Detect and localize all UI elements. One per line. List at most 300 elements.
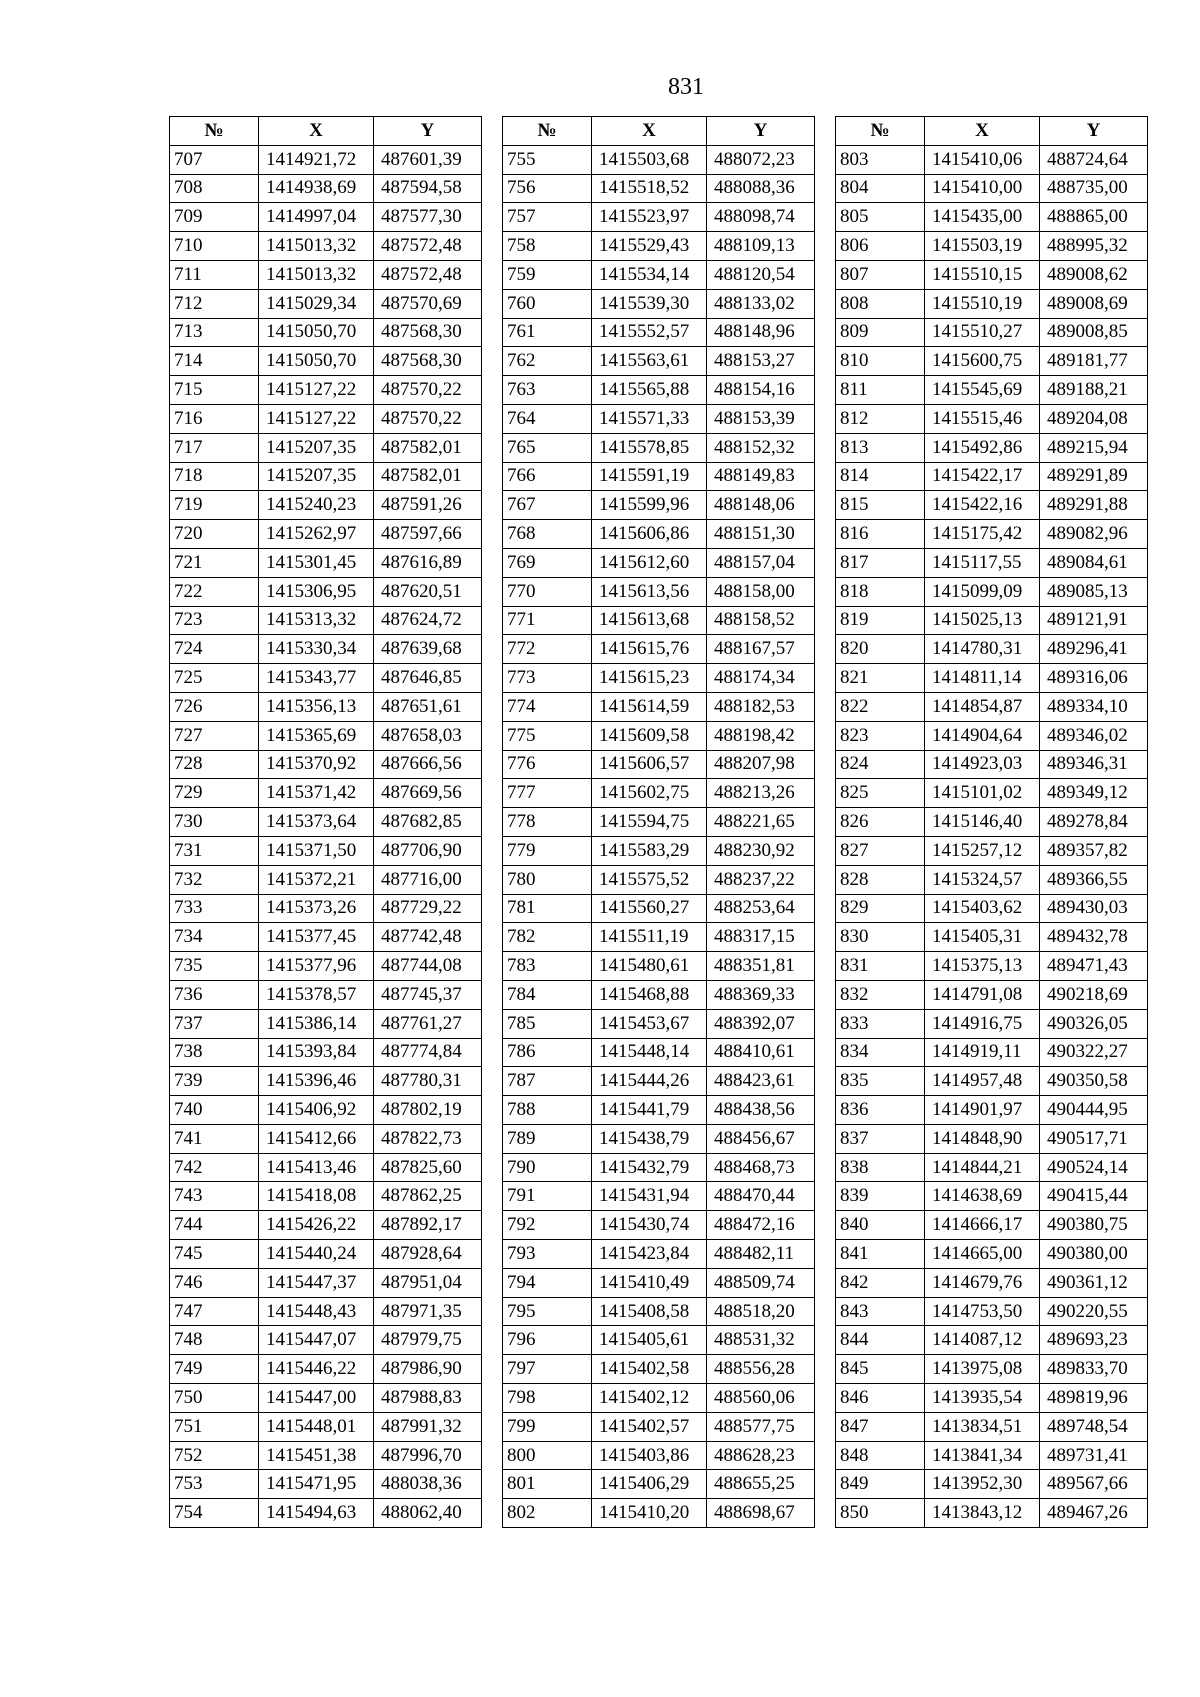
- cell-number: 811: [836, 376, 925, 405]
- cell-x: 1415306,95: [259, 577, 374, 606]
- cell-y: 487568,30: [374, 318, 482, 347]
- cell-number: 848: [836, 1441, 925, 1470]
- table-row: [836, 1384, 1148, 1413]
- cell-x: 1415313,32: [259, 606, 374, 635]
- cell-number: 766: [503, 462, 592, 491]
- cell-number: 771: [503, 606, 592, 635]
- table-row: [170, 894, 482, 923]
- cell-y: 490380,00: [1040, 1240, 1148, 1269]
- cell-number: 788: [503, 1096, 592, 1125]
- cell-y: 488655,25: [707, 1470, 815, 1499]
- cell-x: 1414811,14: [925, 664, 1040, 693]
- cell-x: 1415373,26: [259, 894, 374, 923]
- cell-x: 1415438,79: [592, 1124, 707, 1153]
- cell-y: 487572,48: [374, 260, 482, 289]
- cell-number: 786: [503, 1038, 592, 1067]
- table-row: [503, 750, 815, 779]
- cell-y: 489215,94: [1040, 433, 1148, 462]
- cell-number: 749: [170, 1355, 259, 1384]
- cell-number: 717: [170, 433, 259, 462]
- cell-number: 803: [836, 145, 925, 174]
- cell-y: 489357,82: [1040, 836, 1148, 865]
- cell-number: 780: [503, 865, 592, 894]
- cell-x: 1415412,66: [259, 1124, 374, 1153]
- table-row: [170, 836, 482, 865]
- cell-x: 1413975,08: [925, 1355, 1040, 1384]
- cell-x: 1415262,97: [259, 520, 374, 549]
- cell-number: 722: [170, 577, 259, 606]
- table-row: [503, 865, 815, 894]
- cell-x: 1415503,68: [592, 145, 707, 174]
- table-row: [836, 260, 1148, 289]
- cell-y: 489334,10: [1040, 692, 1148, 721]
- cell-number: 740: [170, 1096, 259, 1125]
- table-row: [170, 635, 482, 664]
- cell-y: 490517,71: [1040, 1124, 1148, 1153]
- cell-number: 792: [503, 1211, 592, 1240]
- cell-number: 821: [836, 664, 925, 693]
- table-row: [170, 1096, 482, 1125]
- header-x: X: [259, 117, 374, 146]
- cell-y: 487568,30: [374, 347, 482, 376]
- header-y: Y: [374, 117, 482, 146]
- cell-y: 488560,06: [707, 1384, 815, 1413]
- cell-y: 487646,85: [374, 664, 482, 693]
- cell-y: 488148,96: [707, 318, 815, 347]
- table-row: [503, 606, 815, 635]
- cell-x: 1415372,21: [259, 865, 374, 894]
- table-row: [503, 548, 815, 577]
- cell-x: 1415422,16: [925, 491, 1040, 520]
- cell-x: 1415511,19: [592, 923, 707, 952]
- cell-y: 487742,48: [374, 923, 482, 952]
- table-row: [170, 923, 482, 952]
- cell-number: 724: [170, 635, 259, 664]
- cell-x: 1413841,34: [925, 1441, 1040, 1470]
- cell-x: 1415050,70: [259, 318, 374, 347]
- table-row: [170, 1009, 482, 1038]
- cell-number: 712: [170, 289, 259, 318]
- table-row: [836, 376, 1148, 405]
- cell-y: 489471,43: [1040, 952, 1148, 981]
- cell-x: 1414997,04: [259, 203, 374, 232]
- cell-x: 1415552,57: [592, 318, 707, 347]
- cell-x: 1414938,69: [259, 174, 374, 203]
- cell-number: 819: [836, 606, 925, 635]
- cell-x: 1415435,00: [925, 203, 1040, 232]
- cell-y: 488230,92: [707, 836, 815, 865]
- cell-y: 487822,73: [374, 1124, 482, 1153]
- header-x: X: [592, 117, 707, 146]
- cell-x: 1413843,12: [925, 1499, 1040, 1528]
- table-row: [170, 1124, 482, 1153]
- table-row: [836, 808, 1148, 837]
- cell-y: 488253,64: [707, 894, 815, 923]
- cell-number: 720: [170, 520, 259, 549]
- cell-y: 488109,13: [707, 232, 815, 261]
- cell-number: 836: [836, 1096, 925, 1125]
- cell-y: 490444,95: [1040, 1096, 1148, 1125]
- cell-x: 1414665,00: [925, 1240, 1040, 1269]
- cell-x: 1415375,13: [925, 952, 1040, 981]
- cell-x: 1415613,56: [592, 577, 707, 606]
- cell-x: 1415441,79: [592, 1096, 707, 1125]
- cell-x: 1414957,48: [925, 1067, 1040, 1096]
- cell-x: 1415523,97: [592, 203, 707, 232]
- cell-y: 487971,35: [374, 1297, 482, 1326]
- cell-number: 835: [836, 1067, 925, 1096]
- cell-x: 1415583,29: [592, 836, 707, 865]
- table-row: [503, 664, 815, 693]
- cell-y: 488154,16: [707, 376, 815, 405]
- table-row: [503, 692, 815, 721]
- table-row: [836, 980, 1148, 1009]
- cell-y: 488072,23: [707, 145, 815, 174]
- cell-number: 826: [836, 808, 925, 837]
- cell-y: 488158,52: [707, 606, 815, 635]
- cell-x: 1415418,08: [259, 1182, 374, 1211]
- cell-number: 784: [503, 980, 592, 1009]
- table-header: [503, 117, 815, 146]
- cell-y: 487761,27: [374, 1009, 482, 1038]
- cell-number: 738: [170, 1038, 259, 1067]
- table-row: [836, 779, 1148, 808]
- cell-y: 487802,19: [374, 1096, 482, 1125]
- cell-number: 770: [503, 577, 592, 606]
- cell-x: 1413834,51: [925, 1412, 1040, 1441]
- cell-number: 709: [170, 203, 259, 232]
- cell-number: 758: [503, 232, 592, 261]
- cell-y: 490218,69: [1040, 980, 1148, 1009]
- cell-x: 1415480,61: [592, 952, 707, 981]
- cell-y: 488482,11: [707, 1240, 815, 1269]
- cell-x: 1415410,49: [592, 1268, 707, 1297]
- table-row: [170, 1499, 482, 1528]
- cell-number: 713: [170, 318, 259, 347]
- cell-x: 1415534,14: [592, 260, 707, 289]
- header-number: №: [170, 117, 259, 146]
- cell-number: 837: [836, 1124, 925, 1153]
- table-row: [170, 174, 482, 203]
- table-row: [170, 808, 482, 837]
- table-row: [170, 260, 482, 289]
- table-row: [836, 750, 1148, 779]
- table-row: [170, 376, 482, 405]
- table-row: [170, 145, 482, 174]
- cell-y: 487669,56: [374, 779, 482, 808]
- cell-number: 805: [836, 203, 925, 232]
- cell-y: 487620,51: [374, 577, 482, 606]
- cell-y: 488133,02: [707, 289, 815, 318]
- cell-x: 1414848,90: [925, 1124, 1040, 1153]
- page-number: 831: [668, 74, 704, 100]
- cell-y: 488509,74: [707, 1268, 815, 1297]
- cell-y: 489008,85: [1040, 318, 1148, 347]
- cell-x: 1415013,32: [259, 260, 374, 289]
- cell-y: 488038,36: [374, 1470, 482, 1499]
- cell-x: 1415448,14: [592, 1038, 707, 1067]
- cell-y: 487570,22: [374, 404, 482, 433]
- cell-number: 753: [170, 1470, 259, 1499]
- cell-number: 742: [170, 1153, 259, 1182]
- cell-number: 736: [170, 980, 259, 1009]
- cell-y: 490326,05: [1040, 1009, 1148, 1038]
- cell-y: 488423,61: [707, 1067, 815, 1096]
- cell-y: 490524,14: [1040, 1153, 1148, 1182]
- table-row: [503, 318, 815, 347]
- cell-number: 797: [503, 1355, 592, 1384]
- table-row: [503, 779, 815, 808]
- table-row: [836, 664, 1148, 693]
- cell-y: 487682,85: [374, 808, 482, 837]
- cell-number: 768: [503, 520, 592, 549]
- cell-number: 778: [503, 808, 592, 837]
- cell-y: 487716,00: [374, 865, 482, 894]
- table-row: [836, 145, 1148, 174]
- table-row: [836, 692, 1148, 721]
- table-row: [836, 721, 1148, 750]
- table-row: [503, 1384, 815, 1413]
- cell-x: 1415029,34: [259, 289, 374, 318]
- cell-x: 1415510,15: [925, 260, 1040, 289]
- cell-y: 487729,22: [374, 894, 482, 923]
- cell-number: 849: [836, 1470, 925, 1499]
- cell-number: 750: [170, 1384, 259, 1413]
- table-row: [170, 347, 482, 376]
- cell-x: 1415406,29: [592, 1470, 707, 1499]
- cell-y: 487616,89: [374, 548, 482, 577]
- cell-y: 487892,17: [374, 1211, 482, 1240]
- cell-number: 728: [170, 750, 259, 779]
- cell-number: 804: [836, 174, 925, 203]
- table-row: [503, 980, 815, 1009]
- table-row: [170, 232, 482, 261]
- cell-x: 1415373,64: [259, 808, 374, 837]
- cell-y: 489291,89: [1040, 462, 1148, 491]
- cell-number: 834: [836, 1038, 925, 1067]
- cell-y: 488207,98: [707, 750, 815, 779]
- cell-x: 1415396,46: [259, 1067, 374, 1096]
- cell-y: 489084,61: [1040, 548, 1148, 577]
- cell-y: 487651,61: [374, 692, 482, 721]
- cell-y: 488392,07: [707, 1009, 815, 1038]
- cell-x: 1415529,43: [592, 232, 707, 261]
- table-row: [503, 894, 815, 923]
- cell-x: 1415515,46: [925, 404, 1040, 433]
- table-row: [503, 347, 815, 376]
- table-row: [836, 1211, 1148, 1240]
- cell-y: 490220,55: [1040, 1297, 1148, 1326]
- cell-y: 487594,58: [374, 174, 482, 203]
- header-x: X: [925, 117, 1040, 146]
- cell-y: 489181,77: [1040, 347, 1148, 376]
- table-row: [503, 1412, 815, 1441]
- cell-number: 812: [836, 404, 925, 433]
- cell-y: 489296,41: [1040, 635, 1148, 664]
- cell-number: 727: [170, 721, 259, 750]
- cell-x: 1415510,19: [925, 289, 1040, 318]
- cell-number: 755: [503, 145, 592, 174]
- cell-x: 1415146,40: [925, 808, 1040, 837]
- cell-number: 739: [170, 1067, 259, 1096]
- cell-y: 489833,70: [1040, 1355, 1148, 1384]
- table-row: [170, 750, 482, 779]
- cell-y: 488995,32: [1040, 232, 1148, 261]
- table-row: [836, 1297, 1148, 1326]
- table-row: [836, 433, 1148, 462]
- cell-x: 1414791,08: [925, 980, 1040, 1009]
- cell-number: 773: [503, 664, 592, 693]
- table-row: [836, 577, 1148, 606]
- cell-y: 489291,88: [1040, 491, 1148, 520]
- table-row: [836, 894, 1148, 923]
- table-row: [170, 289, 482, 318]
- cell-x: 1415371,42: [259, 779, 374, 808]
- cell-number: 789: [503, 1124, 592, 1153]
- table-row: [503, 836, 815, 865]
- cell-number: 759: [503, 260, 592, 289]
- table-row: [170, 1067, 482, 1096]
- cell-x: 1415471,95: [259, 1470, 374, 1499]
- cell-number: 795: [503, 1297, 592, 1326]
- cell-x: 1414844,21: [925, 1153, 1040, 1182]
- cell-y: 487774,84: [374, 1038, 482, 1067]
- cell-number: 723: [170, 606, 259, 635]
- cell-y: 488120,54: [707, 260, 815, 289]
- cell-x: 1414904,64: [925, 721, 1040, 750]
- cell-x: 1415451,38: [259, 1441, 374, 1470]
- cell-x: 1415207,35: [259, 433, 374, 462]
- cell-number: 824: [836, 750, 925, 779]
- cell-x: 1415175,42: [925, 520, 1040, 549]
- table-row: [503, 1153, 815, 1182]
- cell-y: 489467,26: [1040, 1499, 1148, 1528]
- cell-x: 1413952,30: [925, 1470, 1040, 1499]
- table-row: [503, 1009, 815, 1038]
- cell-y: 487706,90: [374, 836, 482, 865]
- cell-number: 767: [503, 491, 592, 520]
- table-row: [836, 1355, 1148, 1384]
- cell-y: 488174,34: [707, 664, 815, 693]
- cell-y: 488098,74: [707, 203, 815, 232]
- cell-number: 776: [503, 750, 592, 779]
- cell-number: 827: [836, 836, 925, 865]
- cell-x: 1414901,97: [925, 1096, 1040, 1125]
- table-row: [503, 1470, 815, 1499]
- cell-y: 488213,26: [707, 779, 815, 808]
- cell-number: 760: [503, 289, 592, 318]
- cell-x: 1415377,96: [259, 952, 374, 981]
- table-row: [170, 952, 482, 981]
- cell-number: 844: [836, 1326, 925, 1355]
- cell-y: 487658,03: [374, 721, 482, 750]
- table-row: [836, 347, 1148, 376]
- cell-x: 1415393,84: [259, 1038, 374, 1067]
- cell-x: 1415356,13: [259, 692, 374, 721]
- cell-y: 488472,16: [707, 1211, 815, 1240]
- table-row: [836, 635, 1148, 664]
- cell-x: 1415324,57: [925, 865, 1040, 894]
- cell-number: 846: [836, 1384, 925, 1413]
- table-row: [503, 232, 815, 261]
- cell-x: 1415127,22: [259, 404, 374, 433]
- cell-number: 814: [836, 462, 925, 491]
- table-row: [503, 808, 815, 837]
- table-row: [170, 980, 482, 1009]
- table-row: [503, 1038, 815, 1067]
- cell-number: 790: [503, 1153, 592, 1182]
- cell-y: 488158,00: [707, 577, 815, 606]
- cell-number: 762: [503, 347, 592, 376]
- cell-y: 488438,56: [707, 1096, 815, 1125]
- table-row: [170, 664, 482, 693]
- table-row: [170, 779, 482, 808]
- table-row: [836, 404, 1148, 433]
- table-row: [836, 318, 1148, 347]
- cell-x: 1415615,76: [592, 635, 707, 664]
- cell-number: 831: [836, 952, 925, 981]
- table-row: [503, 1067, 815, 1096]
- cell-number: 741: [170, 1124, 259, 1153]
- cell-number: 730: [170, 808, 259, 837]
- cell-x: 1414780,31: [925, 635, 1040, 664]
- cell-y: 490350,58: [1040, 1067, 1148, 1096]
- cell-x: 1415447,07: [259, 1326, 374, 1355]
- cell-x: 1415405,61: [592, 1326, 707, 1355]
- cell-number: 744: [170, 1211, 259, 1240]
- table-row: [836, 1038, 1148, 1067]
- header-y: Y: [1040, 117, 1148, 146]
- table-row: [503, 174, 815, 203]
- table-row: [503, 203, 815, 232]
- cell-number: 719: [170, 491, 259, 520]
- table-row: [503, 952, 815, 981]
- cell-number: 818: [836, 577, 925, 606]
- cell-x: 1415560,27: [592, 894, 707, 923]
- cell-x: 1415408,58: [592, 1297, 707, 1326]
- cell-x: 1415613,68: [592, 606, 707, 635]
- cell-number: 715: [170, 376, 259, 405]
- cell-y: 489366,55: [1040, 865, 1148, 894]
- cell-y: 487825,60: [374, 1153, 482, 1182]
- cell-y: 487570,69: [374, 289, 482, 318]
- cell-y: 488456,67: [707, 1124, 815, 1153]
- cell-x: 1415612,60: [592, 548, 707, 577]
- cell-number: 732: [170, 865, 259, 894]
- table-row: [170, 1326, 482, 1355]
- cell-x: 1415446,22: [259, 1355, 374, 1384]
- cell-number: 774: [503, 692, 592, 721]
- cell-number: 828: [836, 865, 925, 894]
- cell-number: 843: [836, 1297, 925, 1326]
- cell-number: 729: [170, 779, 259, 808]
- cell-number: 745: [170, 1240, 259, 1269]
- cell-y: 487745,37: [374, 980, 482, 1009]
- cell-x: 1415050,70: [259, 347, 374, 376]
- table-row: [836, 491, 1148, 520]
- cell-number: 721: [170, 548, 259, 577]
- cell-y: 487577,30: [374, 203, 482, 232]
- table-row: [836, 1124, 1148, 1153]
- cell-x: 1414666,17: [925, 1211, 1040, 1240]
- cell-number: 850: [836, 1499, 925, 1528]
- cell-x: 1415571,33: [592, 404, 707, 433]
- cell-x: 1415468,88: [592, 980, 707, 1009]
- table-row: [836, 952, 1148, 981]
- cell-number: 794: [503, 1268, 592, 1297]
- cell-number: 829: [836, 894, 925, 923]
- cell-y: 488167,57: [707, 635, 815, 664]
